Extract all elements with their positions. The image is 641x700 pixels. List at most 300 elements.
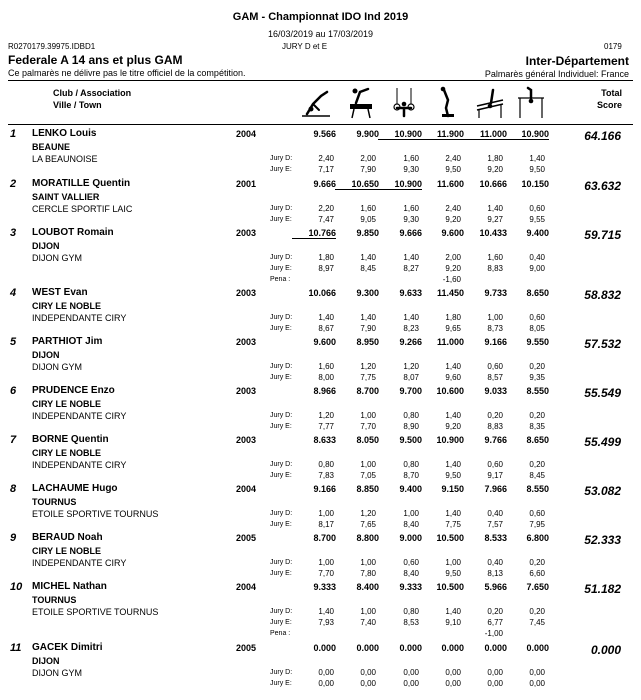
jury-d-value: 0,80 [403,607,419,616]
apparatus-score: 8.633 [313,435,336,445]
jury-e-value: 7,57 [487,520,503,529]
athlete-town: DIJON [32,241,60,251]
birth-year: 2001 [236,179,257,189]
jury-e-value: 8,13 [487,569,503,578]
jury-e-value: 8,70 [403,471,419,480]
birth-year: 2005 [236,643,257,653]
apparatus-score: 10.900 [436,435,464,445]
jury-d-value: 1,20 [360,509,376,518]
jury-d-value: 1,40 [445,460,461,469]
jury-d-value: 1,40 [445,509,461,518]
jury-d-value: 0,60 [529,313,545,322]
jury-d-value: 1,00 [318,509,334,518]
jury-d-value: 0,60 [487,362,503,371]
jury-d-label: Jury D: [270,461,293,468]
jury-d-value: 0,40 [487,558,503,567]
apparatus-score: 9.550 [526,337,549,347]
apparatus-score: 8.400 [356,582,379,592]
town-column-header: Ville / Town [53,100,102,110]
apparatus-score: 9.300 [356,288,379,298]
jury-e-value: 7,17 [318,165,334,174]
apparatus-score: 7.966 [484,484,507,494]
apparatus-score: 0.000 [356,643,379,653]
jury-e-value: 9,55 [529,215,545,224]
rank: 10 [10,581,23,593]
jury-e-value: 8,23 [403,324,419,333]
header-divider [8,80,633,81]
total-score: 58.832 [584,288,621,302]
jury-d-value: 0,80 [403,411,419,420]
total-score: 53.082 [584,484,621,498]
rank: 5 [10,336,17,348]
jury-e-value: 8,57 [487,373,503,382]
ranking-type: Palmarès général Individuel: France [484,69,629,79]
athlete-name: MORATILLE Quentin [32,178,131,189]
apparatus-score: 7.650 [526,582,549,592]
jury-d-label: Jury D: [270,205,293,212]
total-column-header: Total [601,88,622,98]
rank: 6 [10,385,17,397]
apparatus-score: 9.666 [313,179,336,189]
jury-e-value: 7,05 [360,471,376,480]
report-code: R0270179.39975.IDBD1 [8,42,96,51]
athlete-town: TOURNUS [32,595,77,605]
apparatus-score: 10.650 [335,179,379,190]
jury-e-value: 7,45 [529,618,545,627]
jury-d-value: 0,20 [487,607,503,616]
jury-e-value: 8,27 [403,264,419,273]
jury-e-label: Jury E: [270,216,292,223]
apparatus-score: 9.166 [313,484,336,494]
athlete-name: BERAUD Noah [32,532,103,543]
jury-e-value: 7,75 [445,520,461,529]
notice-text: Ce palmarès ne délivre pas le titre officiel de la compétition. [8,68,246,78]
table-header-divider [8,124,633,125]
jury-e-value: 9,50 [445,471,461,480]
jury-e-label: Jury E: [270,521,292,528]
athlete-name: PARTHIOT Jim [32,336,103,347]
parallel-bars-icon [473,86,507,120]
jury-d-value: 1,60 [403,154,419,163]
jury-e-value: 0,00 [360,679,376,688]
apparatus-score: 10.900 [378,179,422,190]
jury-d-value: 1,00 [445,558,461,567]
jury-d-value: 0,00 [445,668,461,677]
apparatus-score: 9.633 [399,288,422,298]
athlete-club: ETOILE SPORTIVE TOURNUS [32,607,159,617]
jury-e-value: 9,35 [529,373,545,382]
apparatus-score: 11.600 [436,179,464,189]
apparatus-score: 10.500 [436,533,464,543]
apparatus-score: 10.900 [378,129,422,140]
jury-d-value: 0,00 [318,668,334,677]
jury-e-value: 0,00 [529,679,545,688]
apparatus-score: 9.566 [313,129,336,139]
jury-d-value: 0,20 [487,411,503,420]
athlete-town: CIRY LE NOBLE [32,399,102,409]
jury-d-value: 1,40 [318,313,334,322]
jury-e-value: 8,53 [403,618,419,627]
jury-d-value: 1,60 [487,253,503,262]
penalty-value: -1,00 [484,629,503,638]
apparatus-score: 10.150 [521,179,549,189]
apparatus-score: 11.000 [463,129,507,140]
apparatus-score: 8.800 [356,533,379,543]
apparatus-score: 8.700 [313,533,336,543]
jury-e-value: 7,90 [360,324,376,333]
birth-year: 2005 [236,533,257,543]
report-title: GAM - Championnat IDO Ind 2019 [232,11,409,23]
jury-d-value: 1,00 [360,460,376,469]
jury-e-value: 8,97 [318,264,334,273]
apparatus-score: 9.033 [484,386,507,396]
rank: 1 [10,128,17,140]
jury-d-value: 1,80 [318,253,334,262]
jury-e-value: 7,47 [318,215,334,224]
apparatus-score: 8.850 [356,484,379,494]
jury-d-value: 1,60 [403,204,419,213]
jury-e-label: Jury E: [270,619,292,626]
rank: 4 [10,287,17,299]
jury-d-value: 0,00 [487,668,503,677]
jury-d-value: 1,20 [318,411,334,420]
jury-d-label: Jury D: [270,363,293,370]
jury-e-label: Jury E: [270,265,292,272]
jury-d-value: 1,00 [487,313,503,322]
apparatus-score: 10.600 [436,386,464,396]
club-column-header: Club / Association [53,88,132,98]
jury-d-label: Jury D: [270,669,293,676]
apparatus-score: 8.550 [526,386,549,396]
total-score: 57.532 [584,337,621,351]
jury-e-value: 8,05 [529,324,545,333]
jury-e-value: 7,80 [360,569,376,578]
jury-e-value: 8,45 [360,264,376,273]
jury-label: JURY D et E [282,42,328,51]
apparatus-score: 9.166 [484,337,507,347]
jury-d-value: 1,00 [318,558,334,567]
jury-d-value: 0,80 [403,460,419,469]
athlete-club: DIJON GYM [32,362,83,372]
birth-year: 2004 [236,484,257,494]
page-number: 0179 [604,42,622,51]
athlete-name: BORNE Quentin [32,434,109,445]
jury-e-value: 7,70 [318,569,334,578]
total-score: 0.000 [590,643,621,657]
jury-d-value: 1,40 [360,253,376,262]
jury-e-label: Jury E: [270,423,292,430]
athlete-club: LA BEAUNOISE [32,154,98,164]
jury-d-value: 0,20 [529,460,545,469]
jury-d-label: Jury D: [270,254,293,261]
birth-year: 2003 [236,386,257,396]
jury-d-value: 0,00 [529,668,545,677]
jury-e-value: 9,20 [445,215,461,224]
jury-e-label: Jury E: [270,374,292,381]
jury-d-value: 2,40 [445,204,461,213]
jury-e-value: 9,17 [487,471,503,480]
athlete-name: LENKO Louis [32,128,97,139]
jury-d-value: 1,00 [403,509,419,518]
apparatus-score: 11.450 [436,288,464,298]
jury-d-value: 0,60 [529,509,545,518]
jury-d-label: Jury D: [270,608,293,615]
jury-e-value: 8,45 [529,471,545,480]
total-score: 63.632 [584,179,621,193]
apparatus-score: 0.000 [399,643,422,653]
apparatus-score: 10.666 [479,179,507,189]
report-dates: 16/03/2019 au 17/03/2019 [267,29,374,39]
jury-d-value: 1,40 [403,253,419,262]
athlete-name: LACHAUME Hugo [32,483,118,494]
penalty-value: -1,60 [442,275,461,284]
jury-e-value: 8,40 [403,520,419,529]
jury-e-value: 8,17 [318,520,334,529]
jury-e-value: 0,00 [318,679,334,688]
jury-d-label: Jury D: [270,510,293,517]
high-bar-icon [514,86,548,120]
athlete-club: INDEPENDANTE CIRY [32,558,127,568]
jury-e-value: 7,65 [360,520,376,529]
apparatus-score: 6.800 [526,533,549,543]
athlete-name: PRUDENCE Enzo [32,385,115,396]
total-score: 64.166 [584,129,621,143]
jury-e-value: 9,30 [403,165,419,174]
athlete-name: WEST Evan [32,287,88,298]
jury-d-value: 2,00 [445,253,461,262]
athlete-club: INDEPENDANTE CIRY [32,411,127,421]
birth-year: 2003 [236,435,257,445]
jury-d-value: 2,20 [318,204,334,213]
athlete-town: BEAUNE [32,142,71,152]
apparatus-score: 10.066 [308,288,336,298]
birth-year: 2004 [236,129,257,139]
jury-e-value: 8,90 [403,422,419,431]
jury-d-value: 1,00 [360,558,376,567]
apparatus-score: 9.700 [399,386,422,396]
jury-e-value: 9,20 [487,165,503,174]
birth-year: 2003 [236,337,257,347]
jury-e-value: 0,00 [487,679,503,688]
jury-e-value: 8,35 [529,422,545,431]
jury-d-value: 1,00 [360,607,376,616]
rank: 9 [10,532,17,544]
jury-e-value: 0,00 [403,679,419,688]
apparatus-score: 8.966 [313,386,336,396]
apparatus-score: 9.266 [399,337,422,347]
apparatus-score: 11.000 [436,337,464,347]
apparatus-score: 9.333 [399,582,422,592]
jury-e-value: 9,20 [445,422,461,431]
penalty-label: Pena : [270,276,291,283]
jury-d-value: 1,60 [318,362,334,371]
competition-level: Inter-Département [525,54,629,68]
jury-d-value: 1,40 [445,607,461,616]
jury-e-value: 9,50 [529,165,545,174]
rank: 2 [10,178,17,190]
total-score: 59.715 [584,228,621,242]
jury-d-value: 1,40 [403,313,419,322]
apparatus-score: 9.000 [399,533,422,543]
jury-e-value: 7,90 [360,165,376,174]
jury-d-value: 1,80 [445,313,461,322]
jury-e-value: 9,10 [445,618,461,627]
jury-e-value: 0,00 [445,679,461,688]
athlete-club: DIJON GYM [32,253,83,263]
apparatus-score: 0.000 [313,643,336,653]
athlete-town: CIRY LE NOBLE [32,301,102,311]
rank: 11 [10,642,22,654]
jury-e-value: 7,70 [360,422,376,431]
jury-e-label: Jury E: [270,680,292,687]
jury-e-value: 8,73 [487,324,503,333]
jury-d-value: 1,80 [487,154,503,163]
apparatus-score: 9.600 [441,228,464,238]
jury-d-value: 1,60 [360,204,376,213]
jury-d-value: 2,40 [318,154,334,163]
jury-d-value: 0,60 [487,460,503,469]
jury-d-value: 1,40 [529,154,545,163]
total-score: 55.499 [584,435,621,449]
jury-d-value: 0,40 [487,509,503,518]
jury-d-value: 1,20 [403,362,419,371]
score-column-header: Score [596,100,622,110]
jury-e-value: 8,40 [403,569,419,578]
jury-e-value: 9,30 [403,215,419,224]
jury-e-label: Jury E: [270,166,292,173]
apparatus-score: 8.050 [356,435,379,445]
apparatus-score: 8.650 [526,435,549,445]
jury-e-value: 9,20 [445,264,461,273]
apparatus-score: 9.850 [356,228,379,238]
jury-e-value: 9,27 [487,215,503,224]
apparatus-score: 8.950 [356,337,379,347]
jury-d-label: Jury D: [270,412,293,419]
jury-e-value: 8,83 [487,422,503,431]
jury-d-value: 0,20 [529,411,545,420]
jury-e-label: Jury E: [270,325,292,332]
jury-d-value: 0,80 [318,460,334,469]
jury-e-value: 6,77 [487,618,503,627]
apparatus-score: 0.000 [484,643,507,653]
jury-e-value: 8,00 [318,373,334,382]
apparatus-score: 10.900 [505,129,549,140]
apparatus-score: 9.733 [484,288,507,298]
jury-d-value: 0,60 [403,558,419,567]
athlete-town: DIJON [32,656,60,666]
jury-d-label: Jury D: [270,155,293,162]
apparatus-score: 9.666 [399,228,422,238]
apparatus-score: 9.150 [441,484,464,494]
penalty-label: Pena : [270,630,291,637]
jury-e-value: 6,60 [529,569,545,578]
jury-e-value: 9,60 [445,373,461,382]
athlete-club: ETOILE SPORTIVE TOURNUS [32,509,159,519]
jury-e-value: 7,93 [318,618,334,627]
apparatus-score: 10.433 [479,228,507,238]
apparatus-score: 9.400 [399,484,422,494]
jury-e-value: 9,00 [529,264,545,273]
jury-e-label: Jury E: [270,570,292,577]
jury-d-value: 1,40 [445,362,461,371]
jury-d-label: Jury D: [270,314,293,321]
apparatus-score: 8.550 [526,484,549,494]
jury-e-value: 7,40 [360,618,376,627]
athlete-town: TOURNUS [32,497,77,507]
jury-d-value: 0,20 [529,558,545,567]
jury-e-value: 7,75 [360,373,376,382]
apparatus-score: 10.500 [436,582,464,592]
jury-d-value: 1,20 [360,362,376,371]
apparatus-score: 9.766 [484,435,507,445]
rings-icon [387,86,421,120]
jury-d-value: 2,40 [445,154,461,163]
apparatus-score: 8.650 [526,288,549,298]
jury-e-value: 9,05 [360,215,376,224]
jury-e-value: 9,65 [445,324,461,333]
total-score: 52.333 [584,533,621,547]
vault-icon [430,86,464,120]
total-score: 55.549 [584,386,621,400]
jury-d-value: 0,40 [529,253,545,262]
jury-e-value: 8,83 [487,264,503,273]
apparatus-score: 9.600 [313,337,336,347]
jury-e-value: 9,50 [445,165,461,174]
apparatus-score: 9.333 [313,582,336,592]
athlete-club: CERCLE SPORTIF LAIC [32,204,133,214]
birth-year: 2003 [236,228,257,238]
apparatus-score: 9.400 [526,228,549,238]
floor-icon [299,86,333,120]
athlete-town: DIJON [32,350,60,360]
apparatus-score: 8.700 [356,386,379,396]
apparatus-score: 9.500 [399,435,422,445]
apparatus-score: 5.966 [484,582,507,592]
apparatus-score: 0.000 [526,643,549,653]
jury-d-value: 0,60 [529,204,545,213]
apparatus-score: 0.000 [441,643,464,653]
jury-d-value: 2,00 [360,154,376,163]
jury-e-value: 8,67 [318,324,334,333]
jury-d-value: 1,40 [487,204,503,213]
jury-d-value: 1,40 [318,607,334,616]
athlete-name: LOUBOT Romain [32,227,114,238]
jury-e-value: 8,07 [403,373,419,382]
jury-d-value: 0,00 [360,668,376,677]
rank: 3 [10,227,17,239]
athlete-club: DIJON GYM [32,668,83,678]
jury-d-value: 1,40 [360,313,376,322]
athlete-town: SAINT VALLIER [32,192,100,202]
total-score: 51.182 [584,582,621,596]
athlete-name: GACEK Dimitri [32,642,103,653]
jury-d-value: 0,00 [403,668,419,677]
athlete-name: MICHEL Nathan [32,581,107,592]
athlete-club: INDEPENDANTE CIRY [32,313,127,323]
jury-e-label: Jury E: [270,472,292,479]
birth-year: 2003 [236,288,257,298]
competition-title: Federale A 14 ans et plus GAM [8,53,183,67]
jury-e-value: 7,95 [529,520,545,529]
apparatus-score: 11.900 [420,129,464,140]
jury-d-value: 1,00 [360,411,376,420]
jury-e-value: 7,83 [318,471,334,480]
pommel-horse-icon [344,86,378,120]
apparatus-score: 10.766 [292,228,336,239]
jury-e-value: 7,77 [318,422,334,431]
athlete-town: CIRY LE NOBLE [32,448,102,458]
rank: 8 [10,483,17,495]
